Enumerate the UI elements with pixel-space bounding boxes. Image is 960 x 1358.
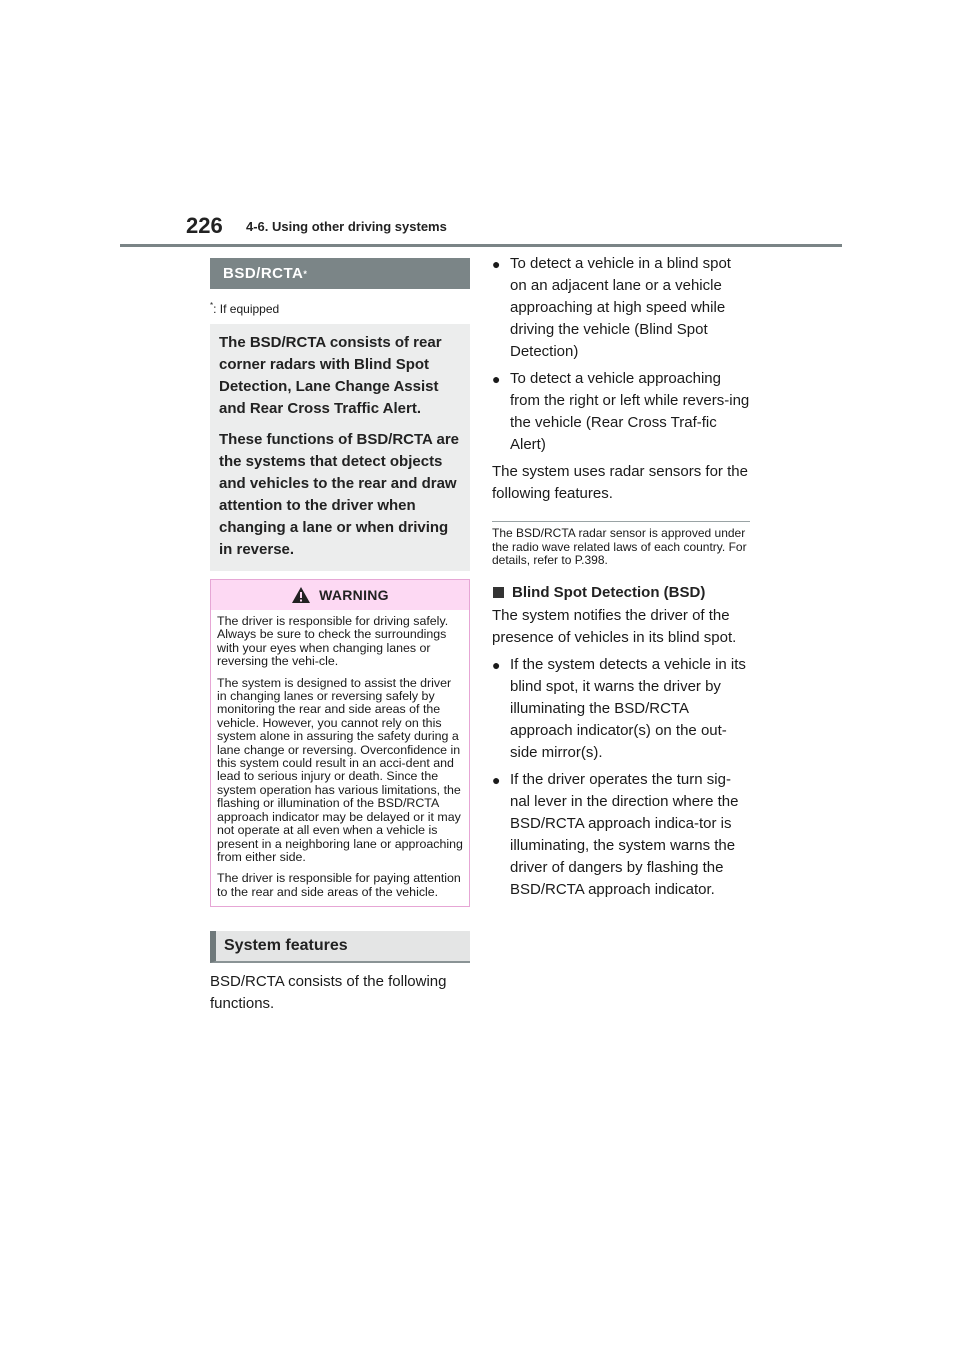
- approval-note: The BSD/RCTA radar sensor is approved under the radio wave related laws of each country. For details, refer to P.398.: [492, 526, 747, 567]
- list-item-text: If the system detects a vehicle in its blind spot, it warns the driver by illuminating the BSD/RCTA approach indicator(s) on the out-side mirror(s).: [510, 655, 746, 761]
- footnote-asterisk: *: [210, 301, 214, 310]
- bullet-dot-icon: ●: [492, 256, 501, 272]
- equipment-footnote: [210, 299, 470, 316]
- note-divider: [492, 521, 750, 522]
- summary-paragraph: The BSD/RCTA consists of rear corner radars with Blind Spot Detection, Lane Change Assist and Rear Cross Traffic Alert.: [219, 334, 442, 417]
- footnote-text: : If equipped: [213, 302, 280, 316]
- bsd-heading: [492, 584, 750, 601]
- left-column: [210, 258, 470, 1015]
- warning-paragraph: The driver is responsible for driving safely. Always be sure to check the surroundings with your eyes when changing lanes or reversing the vehi-cle.: [217, 614, 449, 669]
- header-divider: [120, 244, 842, 247]
- warning-box: [210, 579, 470, 907]
- summary-paragraph: These functions of BSD/RCTA are the systems that detect objects and vehicles to the rear and draw attention to the driver when changing a lane or when driving in reverse.: [219, 431, 460, 558]
- list-item-text: If the driver operates the turn sig-nal lever in the direction where the BSD/RCTA approach indica-tor is illuminating, the system warns the driver of dangers by flashing the BSD/RCTA approach indicator.: [510, 770, 739, 898]
- list-item: [492, 654, 750, 764]
- page-title-bar: [210, 258, 470, 289]
- square-bullet-icon: [493, 587, 504, 598]
- page-title: BSD/RCTA: [223, 265, 304, 282]
- bullet-dot-icon: ●: [492, 771, 501, 788]
- bsd-description: The system notifies the driver of the presence of vehicles in its blind spot.: [492, 606, 737, 646]
- bullet-dot-icon: ●: [492, 371, 501, 387]
- warning-paragraph: The driver is responsible for paying attention to the rear and side areas of the vehicle.: [217, 871, 461, 899]
- list-item-text: To detect a vehicle approaching from the right or left while revers-ing the vehicle (Rear Cross Traf-fic Alert): [510, 370, 750, 453]
- bsd-heading-text: Blind Spot Detection (BSD): [512, 583, 706, 601]
- list-item: [492, 253, 750, 363]
- features-intro: BSD/RCTA consists of the following functions.: [210, 973, 447, 1013]
- warning-triangle-icon: [291, 586, 311, 604]
- right-column: [492, 253, 750, 906]
- bsd-list: [492, 654, 750, 901]
- warning-header: [211, 580, 469, 610]
- summary-box: [210, 324, 470, 571]
- list-item-text: To detect a vehicle in a blind spot on an adjacent lane or a vehicle approaching at high speed while driving the vehicle (Blind Spot Detection): [510, 255, 731, 360]
- title-asterisk: *: [303, 268, 307, 279]
- system-features-heading: [210, 931, 470, 963]
- radar-sensors-text: The system uses radar sensors for the following features.: [492, 463, 748, 502]
- section-title: 4-6. Using other driving systems: [246, 219, 447, 234]
- warning-label: WARNING: [319, 587, 389, 603]
- system-features-title: System features: [224, 937, 348, 955]
- list-item: [492, 368, 750, 456]
- page-number: 226: [186, 213, 223, 238]
- bullet-dot-icon: ●: [492, 656, 501, 673]
- warning-body: [211, 610, 469, 906]
- list-item: [492, 769, 750, 901]
- warning-paragraph: The system is designed to assist the driver in changing lanes or reversing safely by monitoring the rear and side areas of the vehicle. However, you cannot rely on this system alone in assuring the safety during a lane change or reversing. Overconfidence in this system could result in an acci-dent and lead to serious injury or death. Since the system operation has various limitations, the flashing or illumination of the BSD/RCTA approach indicator may be delayed or it may not operate at all even when a vehicle is present in a neighboring lane or approaching from either side.: [217, 675, 463, 864]
